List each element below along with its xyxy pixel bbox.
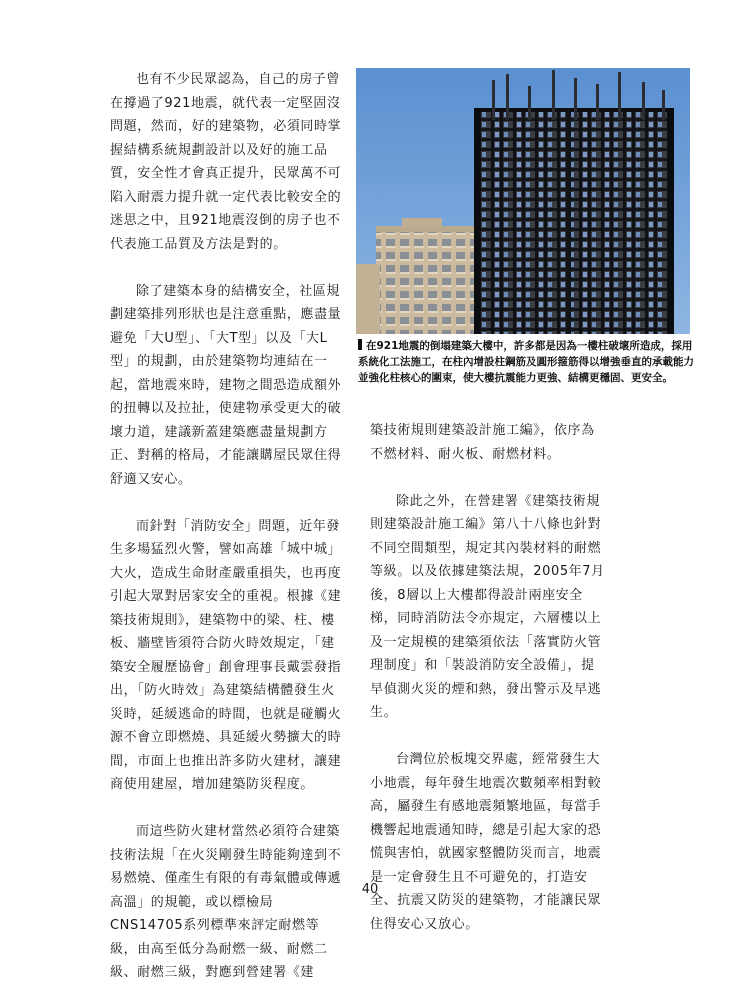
- paragraph-interior-materials: 除此之外，在營建署《建築技術規則建築設計施工編》第八十八條也針對不同空間類型，規定其內裝材料的耐燃等級。以及依據建築法規，2005年7月後，8層以上大樓都得設計兩座安全梯，同時消防法令亦規定，六層樓以上及一定規模的建築須依法「落實防火管理制度」和「裝設消防安全設備」，提早偵測火災的煙和熱，發出警示及早逃生。: [370, 493, 605, 720]
- paragraph-fireproof-materials: 而這些防火建材當然必須符合建築技術法規「在火災剛發生時能夠達到不易燃燒、僅產生有限的有毒氣體或傳遞高溫」的規範，或以標檢局CNS14705系列標準來評定耐燃等級，由高至低分為耐燃一級、耐燃二級、耐燃三級，對應到營建署《建: [110, 824, 342, 980]
- right-column: [370, 419, 606, 960]
- paragraph-owners-myth: 也有不少民眾認為，自己的房子曾在撐過了921地震，就代表一定堅固沒問題，然而，好的建築物，必須同時掌握結構系統規劃設計以及好的施工品質，安全性才會真正提升，民眾萬不可陷入耐震力提升就一定代表比較安全的迷思之中，且921地震沒倒的房子也不代表施工品質及方法是對的。: [110, 72, 342, 252]
- left-column: [110, 68, 342, 1008]
- paragraph-community-layout: 除了建築本身的結構安全，社區規劃建築排列形狀也是注意重點，應盡量避免「大U型」、「大T型」以及「大L型」的規劃，由於建築物均連結在一起，當地震來時，建物之間恐造成額外的扭轉以及拉扯，使建物承受更大的破壞力道，建議新蓋建築應盡量規劃方正、對稱的格局，才能讓購屋民眾住得舒適又安心。: [110, 283, 342, 487]
- caption-marker: [358, 339, 362, 350]
- photo-caption: [358, 338, 694, 386]
- paragraph-fire-safety: 而針對「消防安全」問題，近年發生多場猛烈火警，譬如高雄「城中城」大火，造成生命財產嚴重損失，也再度引起大眾對居家安全的重視。根據《建築技術規則》，建築物中的梁、柱、樓板、牆壁皆須符合防火時效規定，「建築安全履歷協會」創會理事長戴雲發指出，「防火時效」為建築結構體發生火災時，延緩逃命的時間，也就是碰觸火源不會立即燃燒、具延緩火勢擴大的時間，市面上也推出許多防火建材，讓建商使用建屋，增加建築防災程度。: [110, 518, 342, 792]
- paragraph-earthquake-taiwan: 台灣位於板塊交界處，經常發生大小地震，每年發生地震次數頻率相對較高，屬發生有感地震頻繁地區，每當手機響起地震通知時，總是引起大家的恐慌與害怕，就國家整體防災而言，地震是一定會發生且不可避免的，打造安全、抗震又防災的建築物，才能讓民眾住得安心又放心。: [370, 752, 602, 932]
- paragraph-continuation: 築技術規則建築設計施工編》，依序為不燃材料、耐火板、耐燃材料。: [370, 423, 595, 462]
- page-number: 40: [361, 882, 379, 897]
- rebar-tower: [474, 70, 674, 334]
- caption-text: 在921地震的倒塌建築大樓中，許多都是因為一樓柱破壞所造成，採用系統化工法施工，在柱內增設柱鋼筋及圓形箍筋得以增強垂直的承載能力並強化柱核心的圍束，使大樓抗震能力更強、結構更穩固、更安全。: [358, 340, 694, 384]
- construction-photo: [356, 68, 690, 334]
